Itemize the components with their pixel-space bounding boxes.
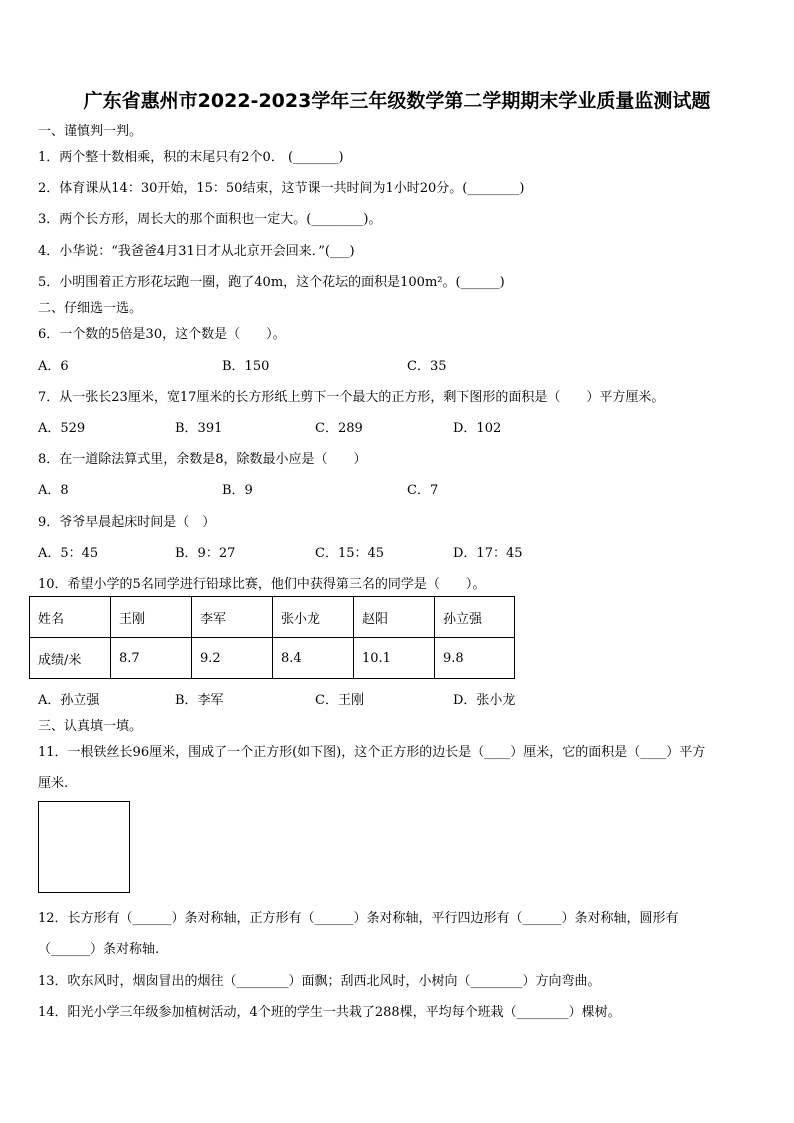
question-1: 1．两个整十数相乘，积的末尾只有2个0． (_______) (38, 150, 344, 165)
section-heading-2: 二、仔细选一选。 (38, 301, 143, 316)
table-cell: 姓名 (30, 597, 111, 638)
square-figure (38, 801, 130, 893)
table-cell: 9.8 (435, 638, 515, 679)
q7-option-a: A．529 (38, 421, 86, 436)
q9-option-a: A．5：45 (38, 546, 99, 561)
q7-option-b: B．391 (175, 421, 223, 436)
score-table (29, 596, 515, 679)
q8-option-c: C．7 (407, 483, 439, 498)
question-12-line-1: 12．长方形有（______）条对称轴，正方形有（______）条对称轴，平行四边形有（______）条对称轴，圆形有 (38, 911, 679, 926)
table-cell: 9.2 (192, 638, 273, 679)
question-7: 7．从一张长23厘米，宽17厘米的长方形纸上剪下一个最大的正方形，剩下图形的面积是（ ）平方厘米。 (38, 390, 665, 405)
question-9: 9．爷爷早晨起床时间是（ ） (38, 515, 216, 530)
q10-option-c: C．王刚 (315, 693, 364, 708)
q9-option-d: D．17：45 (453, 546, 523, 561)
table-row (30, 638, 515, 679)
table-cell: 10.1 (354, 638, 435, 679)
q8-option-b: B．9 (222, 483, 253, 498)
q9-option-c: C．15：45 (315, 546, 385, 561)
q6-option-b: B．150 (222, 359, 270, 374)
section-heading-1: 一、谨慎判一判。 (38, 124, 143, 139)
question-14: 14．阳光小学三年级参加植树活动，4个班的学生一共栽了288棵，平均每个班栽（________）棵树。 (38, 1005, 621, 1020)
page-title: 广东省惠州市2022-2023学年三年级数学第二学期期末学业质量监测试题 (83, 90, 711, 112)
table-cell: 王刚 (111, 597, 192, 638)
q7-option-c: C．289 (315, 421, 363, 436)
q10-option-a: A．孙立强 (38, 693, 100, 708)
q7-option-d: D．102 (453, 421, 502, 436)
q8-option-a: A．8 (38, 483, 69, 498)
q6-option-c: C．35 (407, 359, 447, 374)
table-cell: 8.4 (273, 638, 354, 679)
question-6: 6．一个数的5倍是30，这个数是（ ）。 (38, 327, 286, 342)
table-cell: 张小龙 (273, 597, 354, 638)
table-cell: 孙立强 (435, 597, 515, 638)
q9-option-b: B．9：27 (175, 546, 236, 561)
question-12-line-2: （______）条对称轴. (38, 942, 160, 957)
section-heading-3: 三、认真填一填。 (38, 719, 143, 734)
question-11-line-2: 厘米. (38, 776, 69, 791)
q6-option-a: A．6 (38, 359, 69, 374)
question-2: 2．体育课从14：30开始，15：50结束，这节课一共时间为1小时20分。(________) (38, 181, 525, 196)
question-11-line-1: 11．一根铁丝长96厘米，围成了一个正方形(如下图)，这个正方形的边长是（____）厘米，它的面积是（____）平方 (38, 745, 706, 760)
table-cell: 成绩/米 (30, 638, 111, 679)
question-4: 4．小华说：“我爸爸4月31日才从北京开会回来．”(___) (38, 244, 355, 259)
question-8: 8．在一道除法算式里，余数是8，除数最小应是（ ） (38, 452, 367, 467)
question-5: 5．小明围着正方形花坛跑一圈，跑了40m，这个花坛的面积是100m²。(______) (38, 275, 505, 290)
question-13: 13．吹东风时，烟囱冒出的烟往（________）面飘；刮西北风时，小树向（________）方向弯曲。 (38, 974, 601, 989)
table-cell: 李军 (192, 597, 273, 638)
q10-option-b: B．李军 (175, 693, 224, 708)
question-10: 10．希望小学的5名同学进行铅球比赛，他们中获得第三名的同学是（ ）。 (38, 577, 486, 592)
table-cell: 赵阳 (354, 597, 435, 638)
table-row (30, 597, 515, 638)
question-3: 3．两个长方形，周长大的那个面积也一定大。(________)。 (38, 212, 382, 227)
table-cell: 8.7 (111, 638, 192, 679)
q10-option-d: D．张小龙 (453, 693, 516, 708)
